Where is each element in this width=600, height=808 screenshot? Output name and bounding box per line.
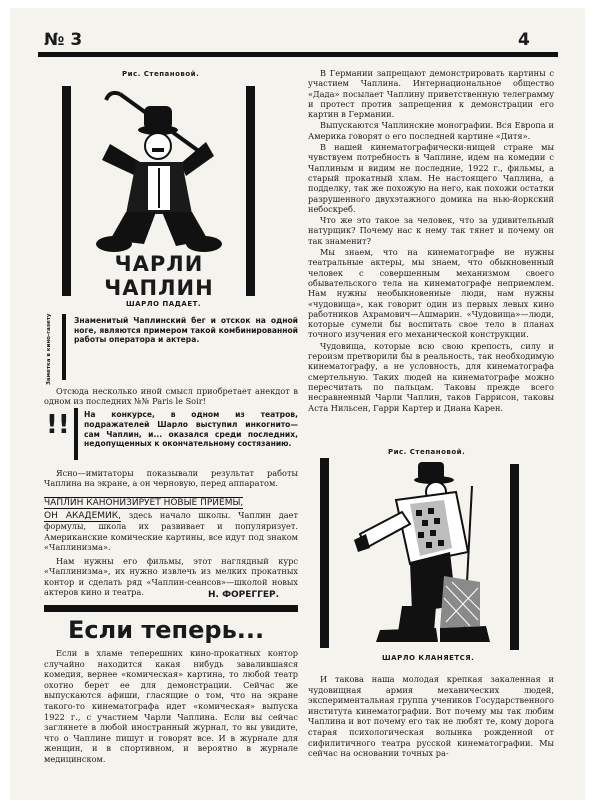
paragraph-text: Мы знаем, что на кинематографе не нужны театральные актеры, мы знаем, что обыкновенный человек с совершенным механизмом своего обывательского тела на кинематографе неприемлем. Нам нужны необыкновенные люди, нам нужны «чудовища», как говорит один из первых левых кино работников Ахрамович—Ашмарин. «Чудовища»—люди, которые сумели бы воспитать свое тело в планах точного изучения его механической конструкции. — [308, 247, 554, 340]
issue-number: № 3 — [44, 30, 83, 50]
illustration-caption: Рис. Степановой. — [122, 70, 200, 78]
right-column — [308, 68, 554, 414]
paragraph-text: Отсюда несколько иной смысл приобретает анекдот в одном из последних №№ Paris le Soir! — [44, 386, 298, 407]
paragraph — [44, 648, 298, 766]
frame-bar-left — [320, 458, 329, 648]
vertical-note: Заметка в кино-газету — [46, 313, 52, 385]
headline-line: ЧАПЛИН КАНОНИЗИРУЕТ НОВЫЕ ПРИЕМЫ, — [44, 498, 244, 508]
illustration-caption: Рис. Степановой. — [388, 448, 466, 456]
headline-paragraph — [44, 498, 298, 553]
section-rule — [44, 605, 298, 612]
illustration-subcaption: ШАРЛО КЛАНЯЕТСЯ. — [382, 654, 475, 662]
illustration-title: ЧАРЛИ ЧАПЛИН — [104, 252, 214, 300]
illustration-subcaption: ШАРЛО ПАДАЕТ. — [126, 300, 202, 308]
paragraph-text: здесь начало школы. Чаплин дает формулы, школа их развивает и популяризует. Американские комические картины, все идут под знаком «Чаплинизма». — [44, 510, 298, 552]
paragraph-text: Чудовища, которые всю свою крепость, силу и героизм претворили бы в реальность, так необходимую кинематографу, а не условность, для кинематографа смертельную. Таких людей на кинематографе можно пересчитать по пальцам. Таковы прежде всего несравненный Чарли Чаплин, таков Гаррисон, таковы Аста Нильсен, Гарри Картер и Диана Карен. — [308, 340, 554, 413]
paragraph — [44, 386, 298, 408]
paragraph-text: Ясно—имитаторы показывали результат работы Чаплина на экране, а он черновую, перед аппаратом. — [44, 468, 298, 489]
note-bar — [74, 408, 78, 460]
note-paragraph: Знаменитый Чаплинский бег и отскок на одной ноге, являются примером такой комбинированной работы оператора и актера. — [74, 316, 298, 345]
frame-bar-left — [62, 86, 71, 296]
frame-bar-right — [510, 464, 519, 650]
paragraph-text: Нам нужны его фильмы, этот наглядный курс «Чаплинизма», их нужно извлечь из мелких прокатных контор и сделать ряд «Чаплин-сеансов»—школой новых актеров кино и театра. — [44, 556, 298, 597]
author-signature: Н. ФОРЕГГЕР. — [208, 590, 280, 600]
paragraph-text: В нашей кинематографически-нищей стране мы чувствуем потребность в Чаплине, идем на комедии с Чаплиным и видим не последние, 1922 г., фильмы, а старый прокатный хлам. Не настоящего Чаплина, а подделку, так же похожую на него, как похожи остатки разрушенного двухэтажного домика на нью-йоркский небоскреб. — [308, 142, 554, 214]
exclamation-mark: !! — [46, 410, 70, 440]
magazine-page — [10, 8, 585, 800]
chaplin-bowing-illustration — [340, 456, 500, 646]
page-number: 4 — [518, 30, 530, 50]
paragraph-text: Что же это такое за человек, что за удивительный натурщик? Почему нас к нему так тянет и почему он так знаменит? — [308, 215, 554, 246]
paragraph-text: Если в хламе теперешних кино-прокатных контор случайно находится какая нибудь завалившаяся комедия, вернее «комическая» картина, то любой театр охотно берет ее для демонстрации. Сейчас же выпускаются афиши, гласящие о том, что на экране такого-то кинематографа идет «комическая» выпуска 1922 г., с участием Чарли Чаплина. Если вы сейчас заглянете в любой иностранный журнал, то вы увидите, что о Чаплине пишут и говорят все. И в журнале для женщин, и в спортивном, и вероятно в журнале медицинском. — [44, 648, 298, 764]
frame-bar-right — [246, 86, 255, 296]
paragraph — [308, 674, 554, 760]
header-rule — [38, 52, 558, 57]
note-bar — [62, 314, 66, 380]
paragraph-text: Выпускаются Чаплинские монографии. Вся Европа и Америка говорят о его последней картине «Дитя». — [308, 120, 554, 141]
note-paragraph: На конкурсе, в одном из театров, подражателей Шарло выступил инкогнито—сам Чаплин, и... оказался среди последних, недопущенных к окончательному состязанию. — [84, 410, 298, 449]
paragraph-text: В Германии запрещают демонстрировать картины с участием Чаплина. Интернациональное общество «Дада» посылает Чаплину приветственную телеграмму и протест против запрещения к демонстрации его картин в Германии. — [308, 68, 554, 120]
section-title: Если теперь... — [68, 616, 265, 644]
paragraph — [44, 468, 298, 490]
paragraph-text: И такова наша молодая крепкая закаленная и чудовищная армия механических людей, экспериментальная группа учеников Государственного института кинематографии. Вот почему мы так любим Чаплина и вот почему его так не любят те, кому дорога старая психологическая волынка рожденной от сифилитичного театра русской кинематографии. Мы сейчас на основании точных ра- — [308, 674, 554, 759]
headline-line: ОН АКАДЕМИК, — [44, 511, 122, 521]
